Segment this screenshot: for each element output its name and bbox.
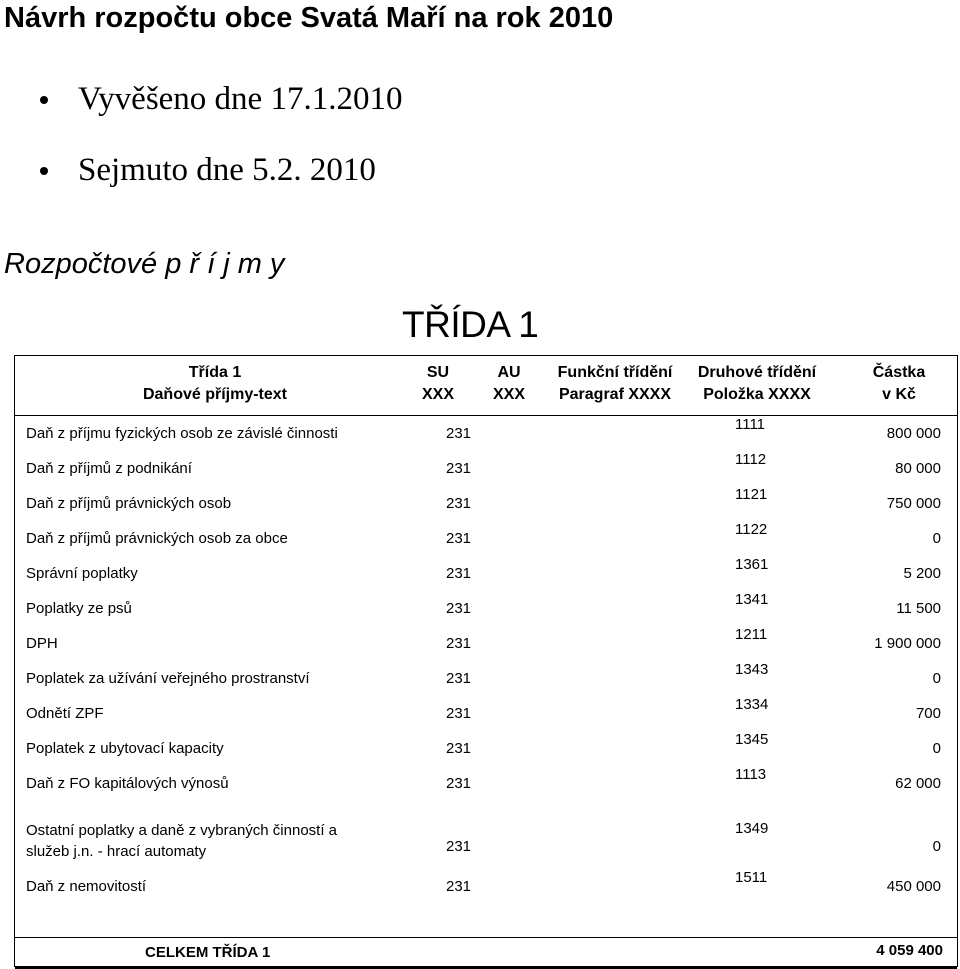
row-amount: 11 500 bbox=[896, 600, 941, 617]
row-su: 231 bbox=[446, 495, 472, 512]
row-su: 231 bbox=[446, 530, 472, 547]
total-row bbox=[15, 937, 957, 969]
table-row bbox=[15, 733, 957, 765]
row-polozka: 1112 bbox=[735, 451, 767, 468]
header-funkcni-trideni: Funkční třídění Paragraf XXXX bbox=[557, 364, 673, 403]
row-amount: 0 bbox=[932, 740, 941, 757]
table-row bbox=[15, 558, 957, 590]
row-su: 231 bbox=[446, 425, 472, 442]
row-amount: 5 200 bbox=[903, 565, 941, 582]
header-au: AU XXX bbox=[492, 364, 525, 403]
row-su: 231 bbox=[446, 878, 472, 895]
row-amount: 750 000 bbox=[886, 495, 941, 512]
row-name: Poplatky ze psů bbox=[26, 600, 132, 617]
row-name: Správní poplatky bbox=[26, 565, 138, 582]
table-row bbox=[15, 488, 957, 520]
row-polozka: 1361 bbox=[735, 556, 769, 573]
row-name: Daň z příjmu fyzických osob ze závislé činnosti bbox=[26, 425, 338, 442]
table-row bbox=[15, 628, 957, 660]
row-su: 231 bbox=[446, 600, 472, 617]
bullet-item bbox=[40, 135, 402, 206]
table-row bbox=[15, 871, 957, 903]
row-su: 231 bbox=[446, 740, 472, 757]
document-title: Návrh rozpočtu obce Svatá Maří na rok 2010 bbox=[4, 2, 614, 34]
row-polozka: 1345 bbox=[735, 731, 769, 748]
posted-date: Vyvěšeno dne 17.1.2010 bbox=[78, 81, 403, 117]
table-row bbox=[15, 768, 957, 800]
row-polozka: 1334 bbox=[735, 696, 769, 713]
row-name: Daň z příjmů z podnikání bbox=[26, 460, 192, 477]
header-divider bbox=[15, 415, 957, 416]
row-amount: 0 bbox=[932, 530, 941, 547]
class-heading: TŘÍDA 1 bbox=[402, 304, 539, 345]
table-row bbox=[15, 418, 957, 450]
row-name: Daň z FO kapitálových výnosů bbox=[26, 775, 229, 792]
row-name: DPH bbox=[26, 635, 58, 652]
row-amount: 700 bbox=[915, 705, 941, 722]
row-su: 231 bbox=[446, 670, 472, 687]
row-polozka: 1343 bbox=[735, 661, 769, 678]
row-name: Odnětí ZPF bbox=[26, 705, 104, 722]
header-trida: Třída 1 Daňové příjmy-text bbox=[142, 364, 288, 403]
bullet-list bbox=[40, 64, 402, 206]
row-name-line-2: služeb j.n. - hrací automaty bbox=[26, 843, 207, 860]
row-polozka: 1511 bbox=[735, 869, 768, 886]
row-name: Daň z nemovitostí bbox=[26, 878, 147, 895]
table-row bbox=[15, 820, 957, 862]
header-druhove-trideni: Druhové třídění Položka XXXX bbox=[697, 364, 817, 403]
bullet-icon bbox=[40, 96, 48, 104]
bullet-icon bbox=[40, 167, 48, 175]
row-amount: 1 900 000 bbox=[874, 635, 941, 652]
row-su: 231 bbox=[446, 460, 472, 477]
bullet-item bbox=[40, 64, 402, 135]
row-name: Daň z příjmů právnických osob bbox=[26, 495, 232, 512]
row-polozka: 1349 bbox=[735, 820, 769, 837]
row-name-line-1: Ostatní poplatky a daně z vybraných činností a bbox=[26, 822, 338, 839]
removed-date: Sejmuto dne 5.2. 2010 bbox=[78, 152, 376, 188]
header-su: SU XXX bbox=[421, 364, 454, 403]
row-amount: 0 bbox=[932, 838, 941, 855]
row-su: 231 bbox=[446, 565, 472, 582]
table-row bbox=[15, 523, 957, 555]
total-label: CELKEM TŘÍDA 1 bbox=[145, 944, 271, 961]
row-su: 231 bbox=[446, 635, 472, 652]
row-su: 231 bbox=[446, 838, 472, 855]
row-name bbox=[26, 820, 337, 862]
total-value: 4 059 400 bbox=[876, 942, 943, 959]
row-polozka: 1341 bbox=[735, 591, 769, 608]
table-row bbox=[15, 663, 957, 695]
header-castka: Částka v Kč bbox=[872, 364, 926, 403]
row-amount: 62 000 bbox=[895, 775, 941, 792]
row-name: Poplatek za užívání veřejného prostranství bbox=[26, 670, 310, 687]
row-name: Daň z příjmů právnických osob za obce bbox=[26, 530, 288, 547]
row-amount: 450 000 bbox=[886, 878, 941, 895]
row-polozka: 1121 bbox=[735, 486, 768, 503]
table-row bbox=[15, 593, 957, 625]
row-polozka: 1211 bbox=[735, 626, 768, 643]
section-title: Rozpočtové p ř í j m y bbox=[4, 248, 285, 280]
row-name: Poplatek z ubytovací kapacity bbox=[26, 740, 224, 757]
row-amount: 800 000 bbox=[886, 425, 941, 442]
table-row bbox=[15, 453, 957, 485]
row-su: 231 bbox=[446, 775, 472, 792]
row-polozka: 1111 bbox=[735, 416, 766, 433]
budget-table bbox=[14, 355, 958, 967]
row-amount: 80 000 bbox=[895, 460, 941, 477]
table-row bbox=[15, 698, 957, 730]
row-su: 231 bbox=[446, 705, 472, 722]
row-polozka: 1113 bbox=[735, 766, 767, 783]
row-amount: 0 bbox=[932, 670, 941, 687]
row-polozka: 1122 bbox=[735, 521, 768, 538]
